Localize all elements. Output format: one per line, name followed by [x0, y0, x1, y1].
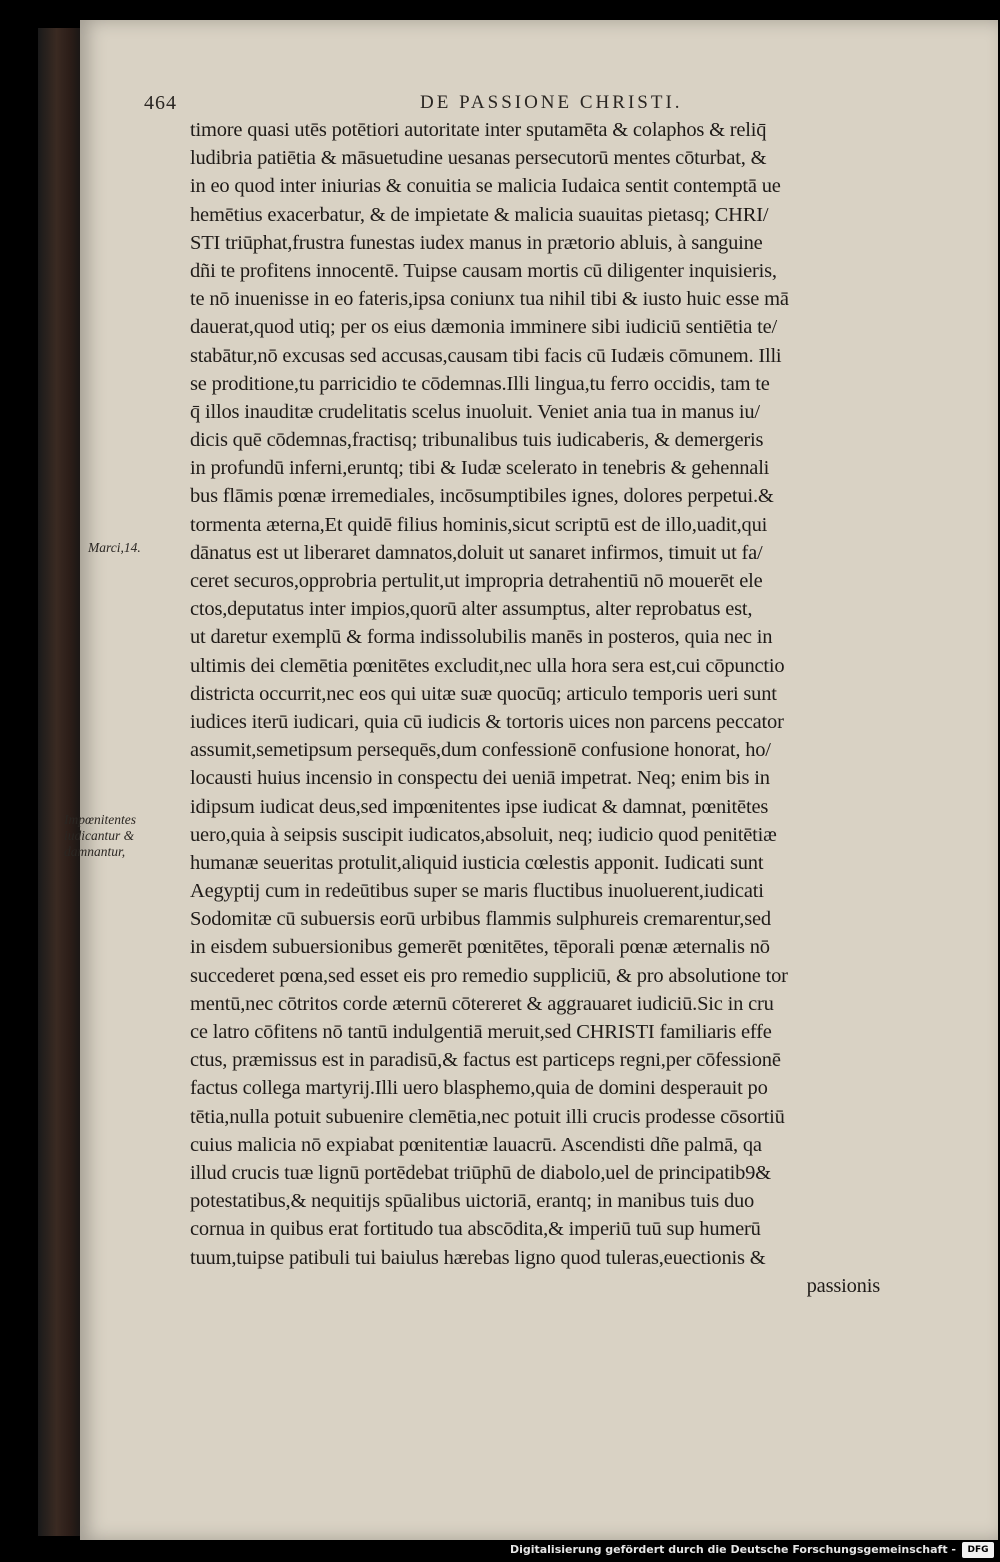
text-line: Sodomitæ cū subuersis eorū urbibus flammis sulphureis cremarentur,sed: [190, 908, 771, 931]
text-line: in profundū inferni,eruntq; tibi & Iudæ scelerato in tenebris & gehennali: [190, 457, 770, 480]
text-line: cornua in quibus erat fortitudo tua abscōdita,& imperiū tuū sup humerū: [190, 1218, 761, 1241]
text-line: uero,quia à seipsis suscipit iudicatos,absoluit, neq; iudicio quod penitētiæ: [190, 823, 777, 846]
catchword: passionis: [806, 1274, 880, 1297]
text-line: ceret securos,opprobria pertulit,ut impropria detrahentiū nō mouerēt ele: [190, 570, 763, 592]
text-line: bus flāmis pœnæ irremediales, incōsumptibiles ignes, dolores perpetui.&: [190, 485, 774, 508]
text-line: tormenta æterna,Et quidē filius hominis,sicut scriptū est de illo,uadit,qui: [190, 513, 768, 536]
text-line: Aegyptij cum in redeūtibus super se maris fluctibus inuoluerent,iudicati: [190, 880, 764, 903]
text-line: te nō inuenisse in eo fateris,ipsa coniunx tua nihil tibi & iusto huic esse mā: [190, 288, 789, 311]
text-line: assumit,semetipsum persequēs,dum confessionē confusione honorat, ho/: [190, 739, 771, 762]
text-line: iudices iterū iudicari, quia cū iudicis & tortoris uices non parcens peccator: [190, 710, 784, 733]
text-line: ctos,deputatus inter impios,quorū alter assumptus, alter reprobatus est,: [190, 598, 753, 621]
dfg-logo: DFG: [962, 1542, 994, 1558]
text-line: humanæ seueritas protulit,aliquid iusticia cœlestis apponit. Iudicati sunt: [190, 851, 764, 874]
footer-bar: [0, 1540, 1000, 1562]
text-line: se proditione,tu parricidio te cōdemnas.Illi lingua,tu ferro occidis, tam te: [190, 372, 770, 395]
text-line: ctus, præmissus est in paradisū,& factus est particeps regni,per cōfessionē: [190, 1049, 781, 1072]
page-number: 464: [144, 92, 177, 114]
margin-note-impoenitentes: [64, 812, 184, 860]
text-line: timore quasi utēs potētiori autoritate inter sputamēta & colaphos & reliq̄: [190, 119, 767, 141]
text-line: locausti huius incensio in conspectu dei ueniā impetrat. Neq; enim bis in: [190, 767, 770, 790]
margin-note-marci: Marci,14.: [88, 540, 141, 555]
text-line: in eo quod inter iniurias & conuitia se malicia Iudaica sentit contemptā ue: [190, 175, 781, 198]
text-line: cuius malicia nō expiabat pœnitentiæ lauacrū. Ascendisti dñe palmā, qa: [190, 1133, 762, 1156]
main-text-block: [190, 116, 880, 1300]
text-line: potestatibus,& nequitijs spūalibus uictoriā, erantq; in manibus tuis duo: [190, 1190, 755, 1213]
text-line: stabātur,nō excusas sed accusas,causam tibi facis cū Iudæis cōmunem. Illi: [190, 344, 782, 367]
text-line: ut daretur exemplū & forma indissolubilis manēs in posteros, quia nec in: [190, 626, 773, 649]
margin-note-line: iudicantur &: [64, 828, 135, 843]
margin-note-line: damnantur,: [64, 844, 126, 859]
text-line: dauerat,quod utiq; per os eius dæmonia imminere sibi iudiciū sentiētia te/: [190, 316, 777, 339]
text-line: succederet pœna,sed esset eis pro remedio suppliciū, & pro absolutione tor: [190, 964, 788, 987]
book-binding-edge: [38, 28, 84, 1536]
text-line: tuum,tuipse patibuli tui baiulus hærebas ligno quod tuleras,euectionis &: [190, 1246, 766, 1269]
text-line: q̄ illos inauditæ crudelitatis scelus inuoluit. Veniet ania tua in manus iu/: [190, 400, 760, 423]
text-line: dicis quē cōdemnas,fractisq; tribunalibus tuis iudicaberis, & demergeris: [190, 429, 764, 452]
text-line: dñi te profitens innocentē. Tuipse causam mortis cū diligenter inquisieris,: [190, 259, 777, 282]
text-line: mentū,nec cōtritos corde æternū cōtereret & aggrauaret iudiciū.Sic in cru: [190, 992, 774, 1015]
margin-note-line: Impœnitentes: [64, 812, 136, 827]
funding-credit: Digitalisierung gefördert durch die Deutsche Forschungsgemeinschaft -: [509, 1543, 956, 1556]
text-line: dānatus est ut liberaret damnatos,doluit ut sanaret infirmos, timuit ut fa/: [190, 541, 763, 564]
text-line: factus collega martyrij.Illi uero blasphemo,quia de domini desperauit po: [190, 1077, 768, 1100]
text-line: idipsum iudicat deus,sed impœnitentes ipse iudicat & damnat, pœnitētes: [190, 795, 769, 818]
text-line: tētia,nulla potuit subuenire clemētia,nec potuit illi crucis prodesse cōsortiū: [190, 1105, 785, 1128]
text-line: ludibria patiētia & māsuetudine uesanas persecutorū mentes cōturbat, &: [190, 147, 767, 170]
text-line: ultimis dei clemētia pœnitētes excludit,nec ulla hora sera est,cui cōpunctio: [190, 654, 785, 677]
text-line: STI triūphat,frustra funestas iudex manus in prætorio abluis, à sanguine: [190, 231, 763, 254]
text-line: districta occurrit,nec eos qui uitæ suæ quocūq; articulo temporis ueri sunt: [190, 682, 777, 705]
text-line: ce latro cōfitens nō tantū indulgentiā meruit,sed CHRISTI familiaris effe: [190, 1021, 772, 1043]
text-line: illud crucis tuæ lignū portēdebat triūphū de diabolo,uel de principatib9&: [190, 1161, 771, 1184]
text-line: in eisdem subuersionibus gemerēt pœnitētes, tēporali pœnæ æternalis nō: [190, 936, 770, 959]
running-title: DE PASSIONE CHRISTI.: [420, 92, 683, 113]
text-line: hemētius exacerbatur, & de impietate & malicia suauitas pietasq; CHRI/: [190, 203, 769, 226]
